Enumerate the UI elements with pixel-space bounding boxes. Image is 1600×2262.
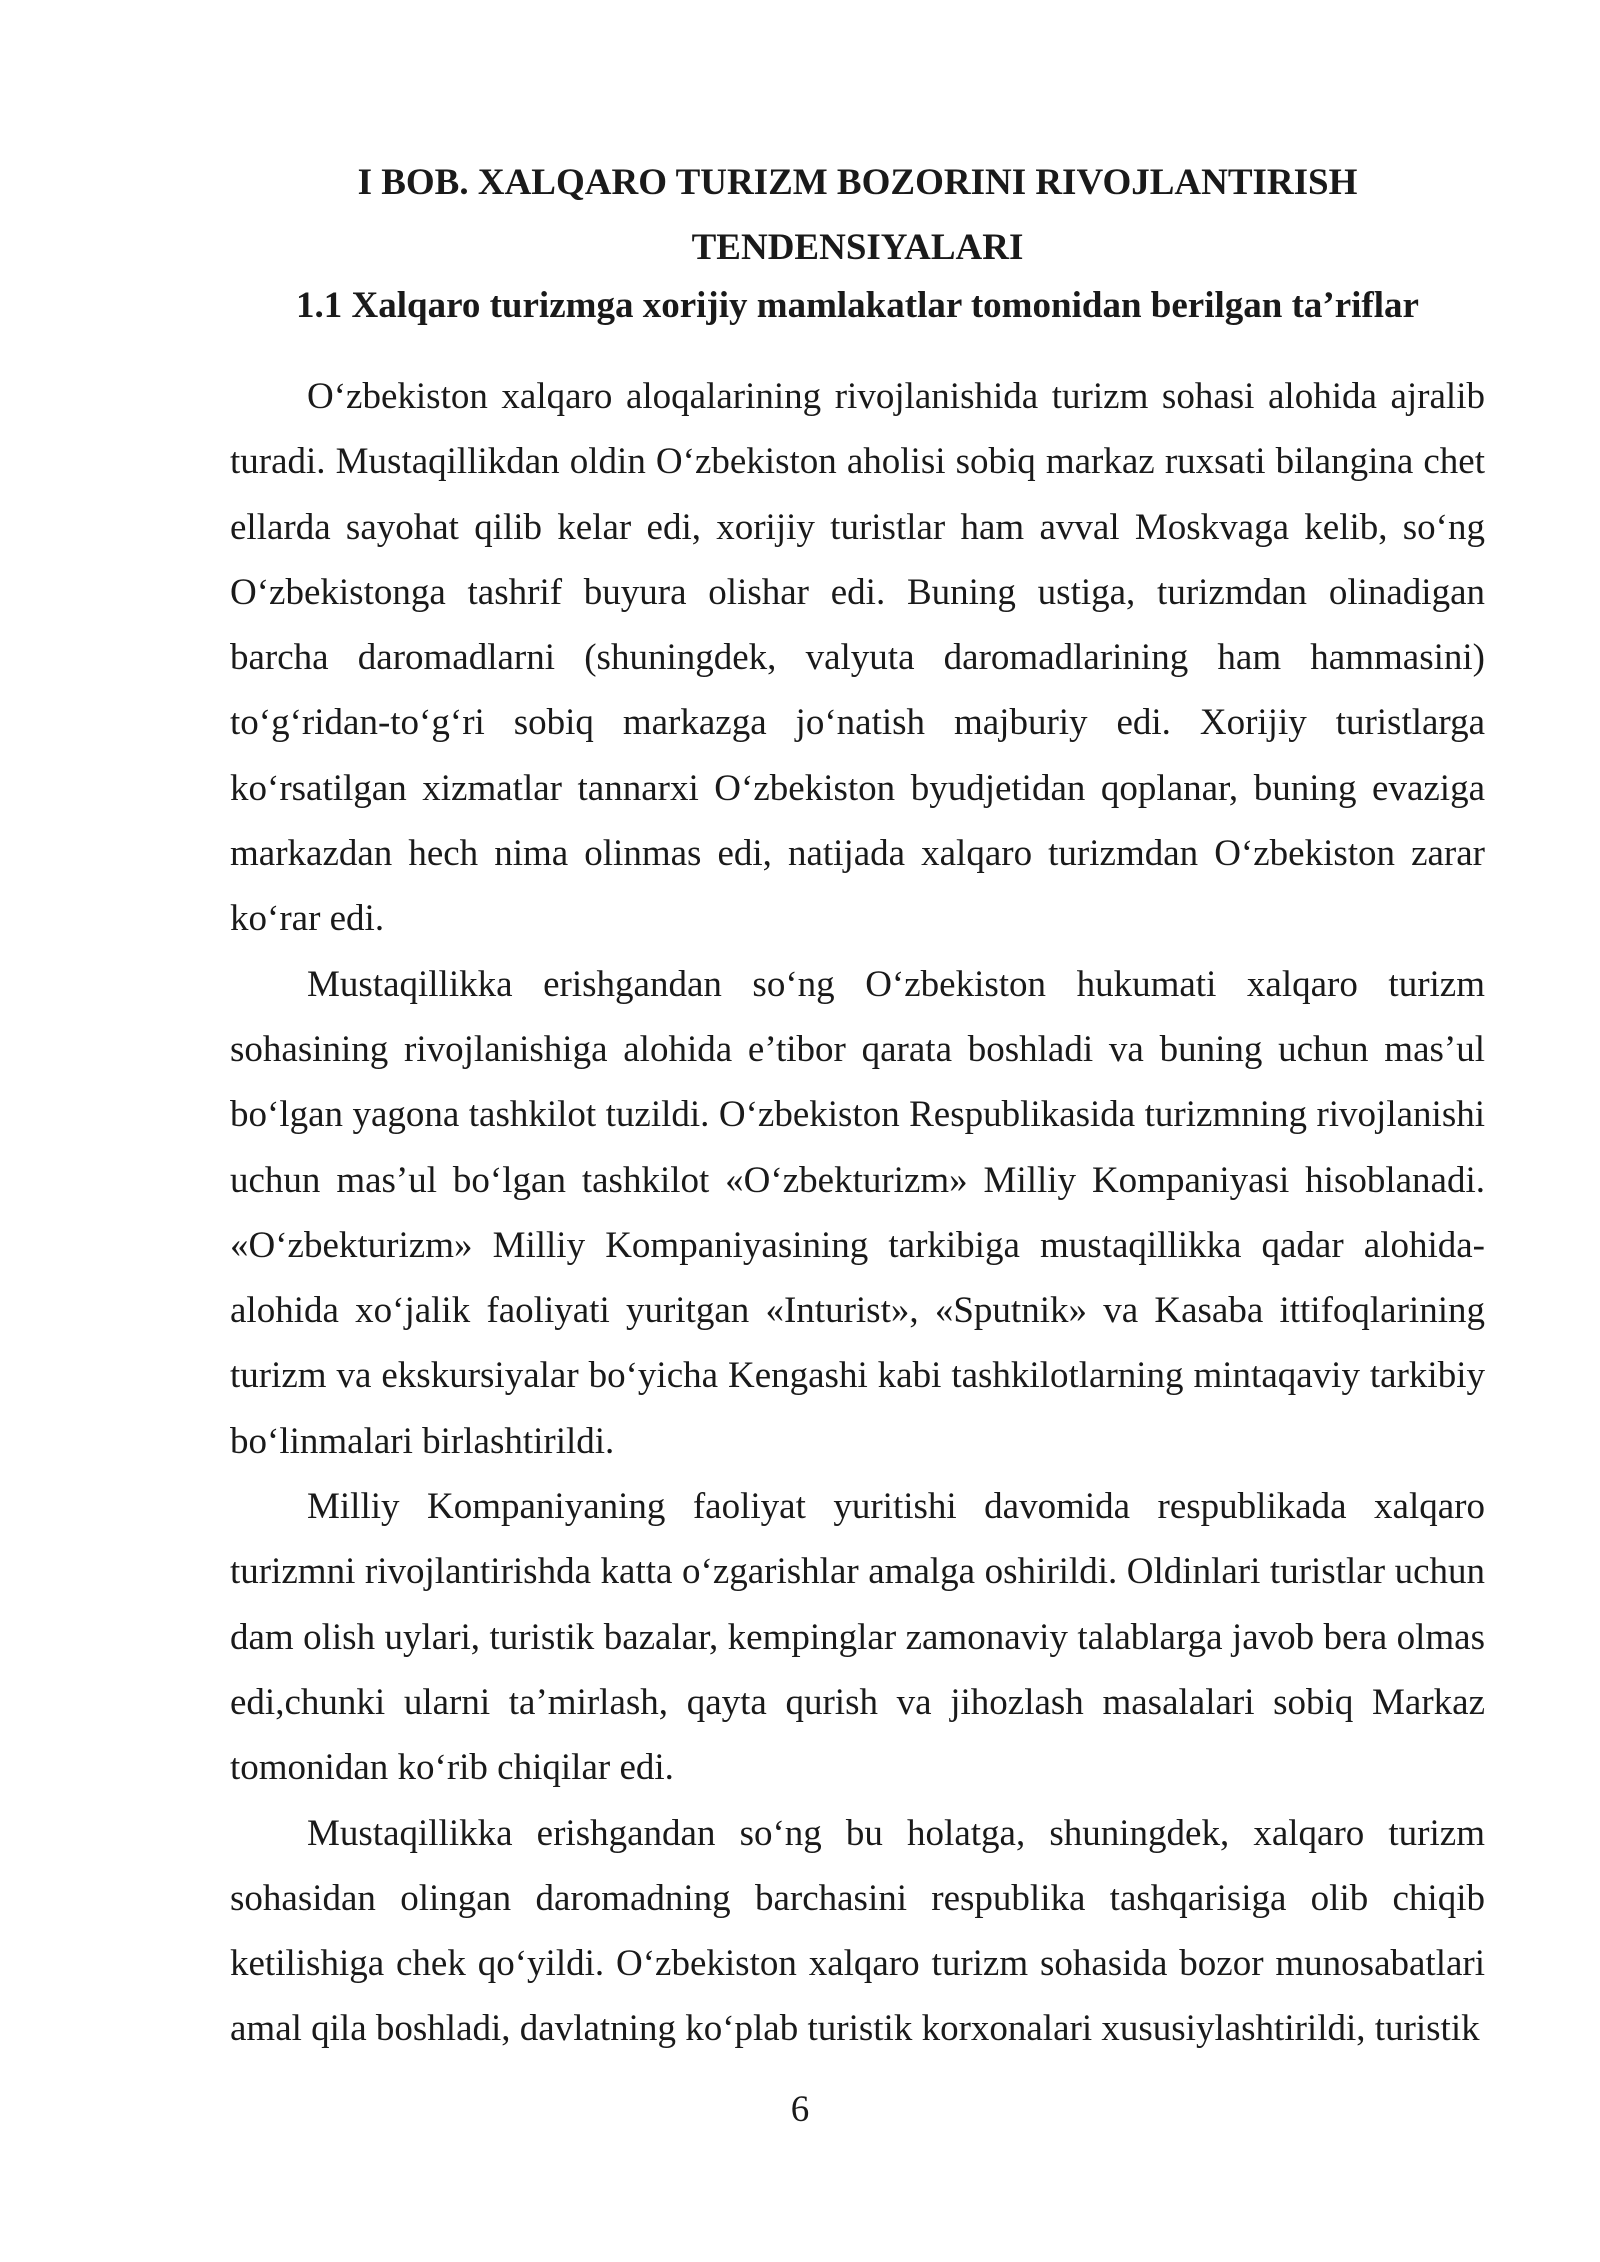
paragraph: Mustaqillikka erishgandan so‘ng bu holatga, shuningdek, xalqaro turizm sohasidan olingan daromadning barchasini respublika tashqarisiga olib chiqib ketilishiga chek qo‘yildi. O‘zbekiston xalqaro turizm sohasida bozor munosabatlari amal qila boshladi, davlatning ko‘plab turistik korxonalari xususiylashtirildi, turistik (230, 1812, 1485, 2050)
paragraph: Mustaqillikka erishgandan so‘ng O‘zbekiston hukumati xalqaro turizm sohasining rivojlanishiga alohida e’tibor qarata boshladi va buning uchun mas’ul bo‘lgan yagona tashkilot tuzildi. O‘zbekiston Respublikasida turizmning rivojlanishi uchun mas’ul bo‘lgan tashkilot «O‘zbekturizm» Milliy Kompaniyasi hisoblanadi. «O‘zbekturizm» Milliy Kompaniyasining tarkibiga mustaqillikka qadar alohida-alohida xo‘jalik faoliyati yuritgan «Inturist», «Sputnik» va Kasaba ittifoqlarining turizm va ekskursiyalar bo‘yicha Kengashi kabi tashkilotlarning mintaqaviy tarkibiy bo‘linmalari birlashtirildi. (230, 963, 1485, 1462)
page-number: 6 (790, 2089, 810, 2130)
section-title: 1.1 Xalqaro turizmga xorijiy mamlakatlar tomonidan berilgan ta’riflar (296, 285, 1419, 326)
paragraph: Milliy Kompaniyaning faoliyat yuritishi davomida respublikada xalqaro turizmni rivojlantirishda katta o‘zgarishlar amalga oshirildi. Oldinlari turistlar uchun dam olish uylari, turistik bazalar, kempinglar zamonaviy talablarga javob bera olmas edi,chunki ularni ta’mirlash, qayta qurish va jihozlash masalalari sobiq Markaz tomonidan ko‘rib chiqilar edi. (230, 1486, 1485, 1789)
body-text (230, 364, 1485, 2062)
paragraph: O‘zbekiston xalqaro aloqalarining rivojlanishida turizm sohasi alohida ajralib turadi. Mustaqillikdan oldin O‘zbekiston aholisi sobiq markaz ruxsati bilangina chet ellarda sayohat qilib kelar edi, xorijiy turistlar ham avval Moskvaga kelib, so‘ng O‘zbekistonga tashrif buyura olishar edi. Buning ustiga, turizmdan olinadigan barcha daromadlarni (shuningdek, valyuta daromadlarining ham hammasini) to‘g‘ridan-to‘g‘ri sobiq markazga jo‘natish majburiy edi. Xorijiy turistlarga ko‘rsatilgan xizmatlar tannarxi O‘zbekiston byudjetidan qoplanar, buning evaziga markazdan hech nima olinmas edi, natijada xalqaro turizmdan O‘zbekiston zarar ko‘rar edi. (230, 376, 1485, 940)
chapter-title (230, 150, 1485, 280)
chapter-title-line-2: TENDENSIYALARI (691, 227, 1024, 268)
chapter-title-line-1: I BOB. XALQARO TURIZM BOZORINI RIVOJLANTIRISH (357, 162, 1358, 203)
